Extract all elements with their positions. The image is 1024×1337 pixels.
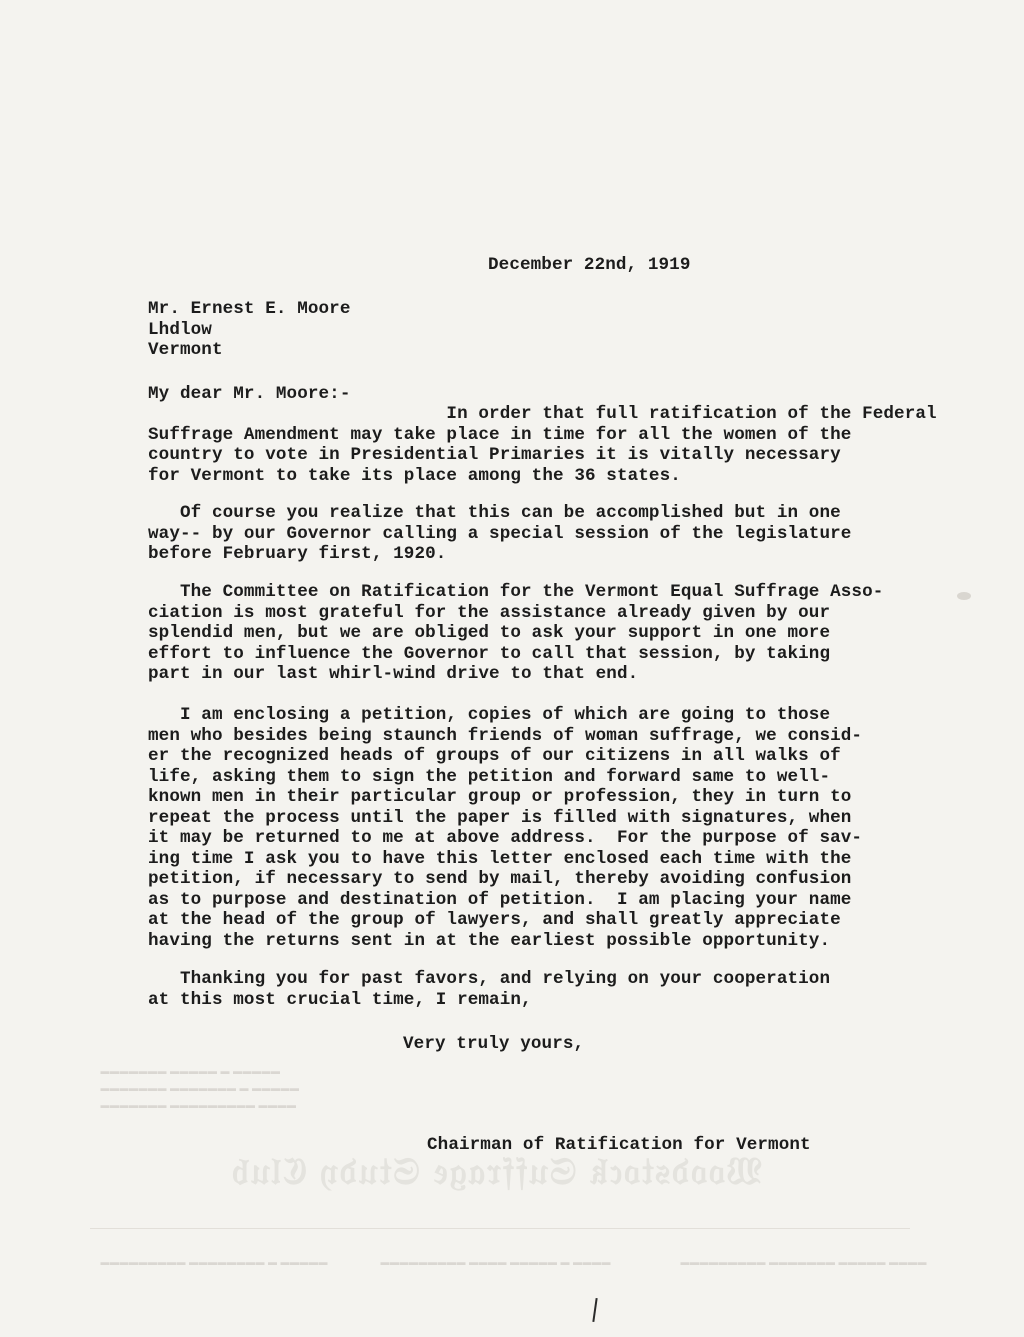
paragraph (148, 503, 851, 565)
recipient-city: Lhdlow (148, 319, 212, 340)
bleed-through-text: ▬▬▬▬▬ ▬ ▬▬▬▬▬ ▬▬▬▬▬▬▬ (100, 1066, 281, 1076)
paragraph-line: I am enclosing a petition, copies of which are going to those (148, 705, 831, 725)
paragraph-line: country to vote in Presidential Primaries it is vitally necessary (148, 445, 841, 465)
recipient-state: Vermont (148, 340, 223, 360)
paragraph-line: ciation is most grateful for the assistance already given by our (148, 602, 831, 623)
paragraph-line: er the recognized heads of groups of our citizens in all walks of (148, 746, 841, 766)
paragraph-line: petition, if necessary to send by mail, thereby avoiding confusion (148, 869, 852, 889)
paragraph (148, 705, 862, 951)
stray-smudge (957, 592, 971, 600)
paragraph-line: for Vermont to take its place among the 36 states. (148, 465, 681, 486)
recipient-address (148, 299, 351, 361)
paragraph-line: In order that full ratification of the Federal (148, 404, 937, 424)
paragraph-line: repeat the process until the paper is filled with signatures, when (148, 807, 852, 828)
signature-title: Chairman of Ratification for Vermont (427, 1135, 811, 1155)
bleed-through-text: ▬▬▬▬▬ ▬ ▬▬▬▬▬▬▬▬ ▬▬▬▬▬▬▬▬▬ (100, 1257, 328, 1267)
bleed-through-text: ▬▬▬▬ ▬▬▬▬▬▬▬▬▬ ▬▬▬▬▬▬▬ (100, 1100, 297, 1110)
paragraph-line: known men in their particular group or profession, they in turn to (148, 787, 852, 807)
paragraph-line: life, asking them to sign the petition and forward same to well- (148, 766, 831, 787)
paragraph-line: as to purpose and destination of petition. I am placing your name (148, 889, 852, 910)
bleed-through-text: ▬▬▬▬ ▬ ▬▬▬▬▬ ▬▬▬▬ ▬▬▬▬▬▬▬▬▬ (380, 1257, 611, 1267)
bleed-through-letterhead: 𝔚𝔬𝔬𝔡𝔰𝔱𝔬𝔠𝔨 𝔖𝔲𝔣𝔣𝔯𝔞𝔤𝔢 𝔖𝔱𝔲𝔡𝔶 ℭ𝔩𝔲𝔟 (230, 1151, 762, 1193)
salutation: My dear Mr. Moore:- (148, 384, 351, 404)
paragraph (148, 404, 937, 486)
paragraph-line: Suffrage Amendment may take place in time for all the women of the (148, 424, 852, 445)
paragraph-line: at this most crucial time, I remain, (148, 989, 532, 1010)
paragraph-line: before February first, 1920. (148, 544, 447, 564)
paragraph-line: part in our last whirl-wind drive to that end. (148, 664, 639, 684)
paragraph-line: men who besides being staunch friends of woman suffrage, we consid- (148, 725, 863, 746)
bleed-through-text: ▬▬▬▬ ▬▬▬▬▬ ▬▬▬▬▬▬▬ ▬▬▬▬▬▬▬▬▬ (680, 1257, 927, 1267)
paragraph-line: Of course you realize that this can be accomplished but in one (148, 503, 841, 523)
bleed-through-rule (90, 1228, 910, 1229)
paragraph (148, 969, 830, 1010)
paragraph-line: The Committee on Ratification for the Vermont Equal Suffrage Asso- (148, 582, 884, 602)
letter-date: December 22nd, 1919 (488, 255, 691, 275)
bleed-through-text: ▬▬▬▬▬ ▬ ▬▬▬▬▬▬▬ ▬▬▬▬▬▬▬ (100, 1083, 300, 1093)
paragraph-line: having the returns sent in at the earliest possible opportunity. (148, 930, 831, 951)
paragraph (148, 582, 883, 685)
paragraph-line: at the head of the group of lawyers, and shall greatly appreciate (148, 910, 841, 930)
complimentary-closing: Very truly yours, (403, 1034, 585, 1054)
paragraph-line: effort to influence the Governor to call that session, by taking (148, 643, 831, 664)
paragraph-line: Thanking you for past favors, and relying on your cooperation (148, 969, 831, 989)
paragraph-line: way-- by our Governor calling a special session of the legislature (148, 523, 852, 544)
stray-ink-mark (592, 1298, 597, 1322)
paragraph-line: ing time I ask you to have this letter enclosed each time with the (148, 848, 852, 869)
recipient-name: Mr. Ernest E. Moore (148, 299, 351, 319)
paragraph-line: splendid men, but we are obliged to ask your support in one more (148, 623, 831, 643)
paragraph-line: it may be returned to me at above address. For the purpose of sav- (148, 828, 863, 848)
